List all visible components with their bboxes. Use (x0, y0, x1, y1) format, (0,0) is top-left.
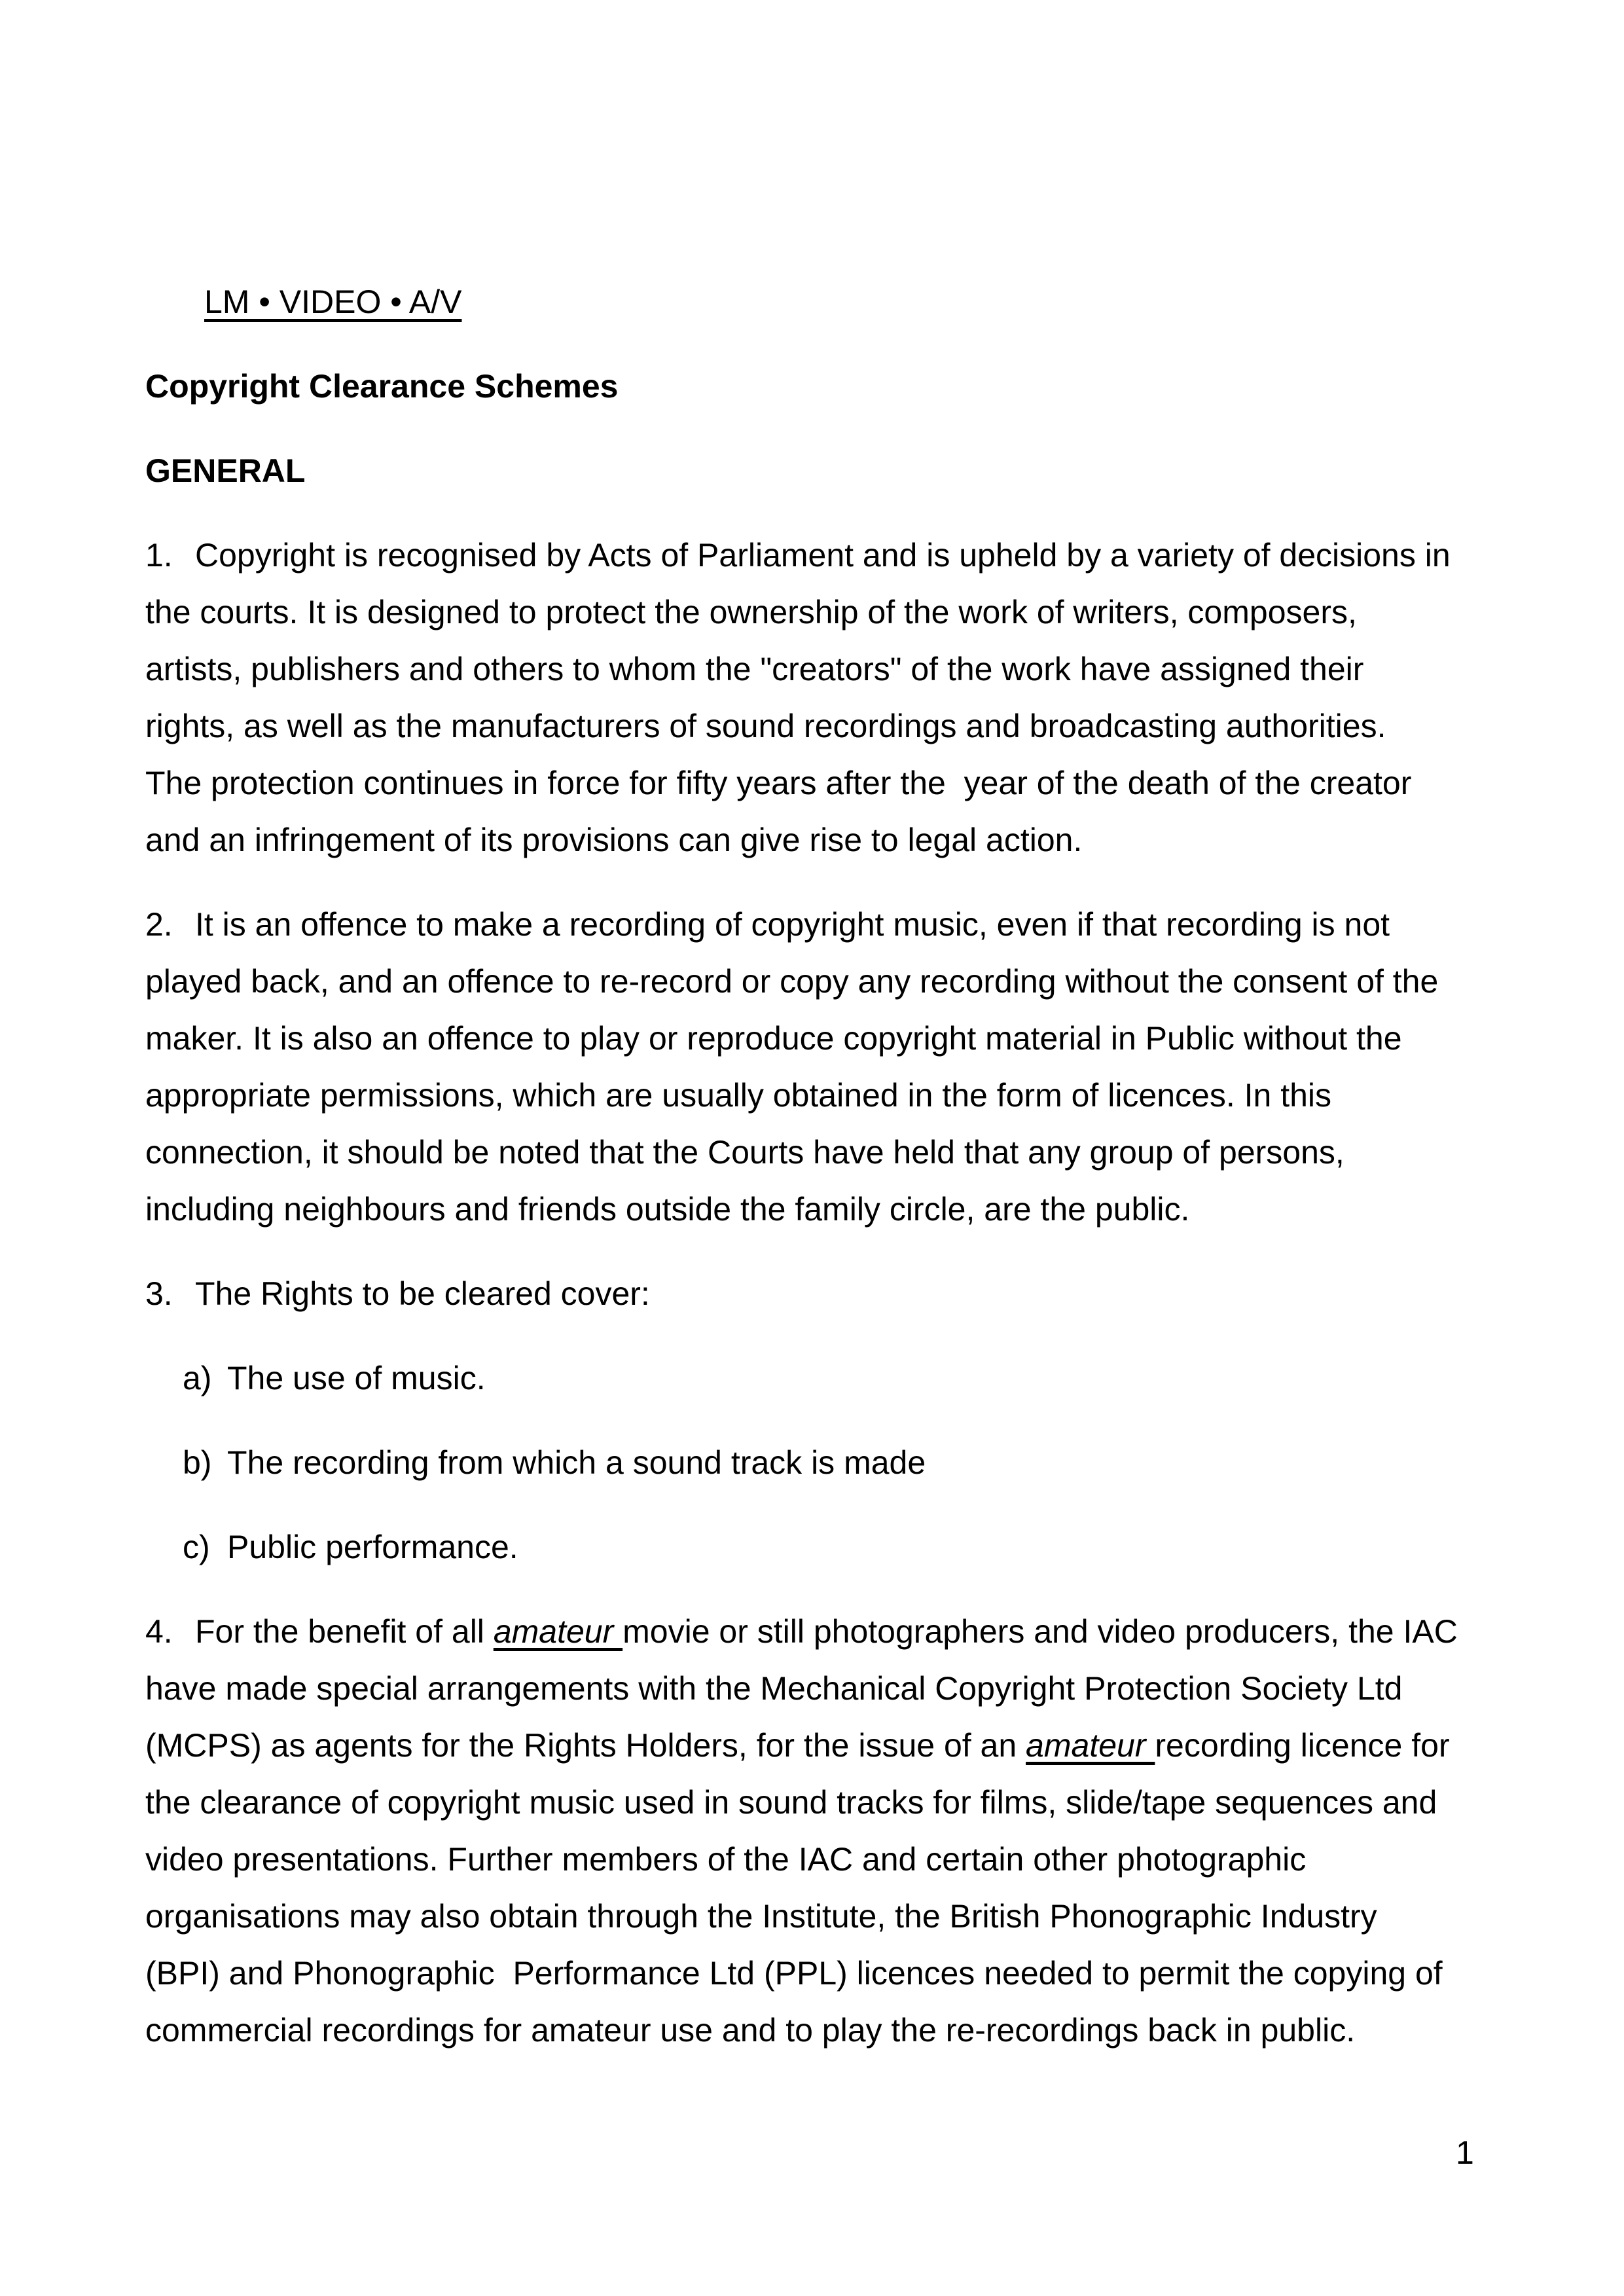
text-segment: For the benefit of all (195, 1613, 494, 1650)
text-line (145, 1603, 1506, 1660)
text-line (145, 1266, 1506, 1322)
text-line: video presentations. Further members of the IAC and certain other photographic (145, 1841, 1307, 1878)
text-line: the courts. It is designed to protect the ownership of the work of writers, composers, (145, 594, 1357, 630)
paragraph-3 (145, 1266, 1506, 1322)
section-heading-text: GENERAL (145, 452, 306, 489)
text-segment: It is an offence to make a recording of copyright music, even if that recording is not (195, 906, 1390, 943)
section-heading (145, 443, 1506, 500)
text-line (183, 1350, 1506, 1407)
text-line: artists, publishers and others to whom the "creators" of the work have assigned their (145, 651, 1364, 687)
paragraph-4 (145, 1603, 1506, 2059)
text-line: The protection continues in force for fifty years after the year of the death of the creator (145, 765, 1412, 801)
text-segment: The recording from which a sound track is made (227, 1444, 926, 1481)
paragraph-number: 1. (145, 537, 173, 574)
text-segment: Copyright is recognised by Acts of Parliament and is upheld by a variety of decisions in (195, 537, 1451, 574)
text-line (145, 527, 1506, 584)
emphasized-word: amateur (1026, 1727, 1155, 1764)
paragraph-number: 4. (145, 1613, 173, 1650)
text-line: commercial recordings for amateur use and to play the re-recordings back in public. (145, 2012, 1356, 2049)
text-segment: The use of music. (227, 1360, 486, 1396)
text-segment: Public performance. (227, 1529, 518, 1565)
list-item-b (183, 1434, 1506, 1491)
text-segment: The Rights to be cleared cover: (195, 1275, 650, 1312)
document-header (204, 274, 1506, 331)
paragraph-number: 2. (145, 906, 173, 943)
text-segment: movie or still photographers and video producers, the IAC (623, 1613, 1458, 1650)
text-line: (BPI) and Phonographic Performance Ltd (PPL) licences needed to permit the copying of (145, 1955, 1443, 1992)
text-line: the clearance of copyright music used in sound tracks for films, slide/tape sequences and (145, 1784, 1437, 1821)
text-line: connection, it should be noted that the Courts have held that any group of persons, (145, 1134, 1344, 1171)
paragraph-1 (145, 527, 1506, 869)
text-line: organisations may also obtain through the Institute, the British Phonographic Industry (145, 1898, 1377, 1935)
text-line: rights, as well as the manufacturers of sound recordings and broadcasting authorities. (145, 708, 1386, 744)
document-title (145, 358, 1506, 415)
text-segment: (MCPS) as agents for the Rights Holders, for the issue of an (145, 1727, 1026, 1764)
page-number: 1 (1456, 2134, 1474, 2171)
list-item-label: a) (183, 1360, 212, 1396)
text-line (183, 1434, 1506, 1491)
list-item-c (183, 1519, 1506, 1576)
text-line: appropriate permissions, which are usually obtained in the form of licences. In this (145, 1077, 1332, 1114)
title-text: Copyright Clearance Schemes (145, 368, 619, 405)
list-item-a (183, 1350, 1506, 1407)
text-line: maker. It is also an offence to play or reproduce copyright material in Public without the (145, 1020, 1402, 1057)
text-line: including neighbours and friends outside the family circle, are the public. (145, 1191, 1190, 1228)
text-line: played back, and an offence to re-record or copy any recording without the consent of the (145, 963, 1439, 1000)
text-line: and an infringement of its provisions can give rise to legal action. (145, 822, 1083, 858)
paragraph-2 (145, 896, 1506, 1238)
text-line (183, 1519, 1506, 1576)
text-line (145, 1717, 1506, 1774)
text-line: have made special arrangements with the Mechanical Copyright Protection Society Ltd (145, 1670, 1403, 1707)
header-text: LM • VIDEO • A/V (204, 283, 462, 320)
paragraph-number: 3. (145, 1275, 173, 1312)
text-segment: recording licence for (1155, 1727, 1450, 1764)
list-item-label: c) (183, 1529, 210, 1565)
list-item-label: b) (183, 1444, 212, 1481)
text-line (145, 896, 1506, 953)
emphasized-word: amateur (493, 1613, 623, 1650)
